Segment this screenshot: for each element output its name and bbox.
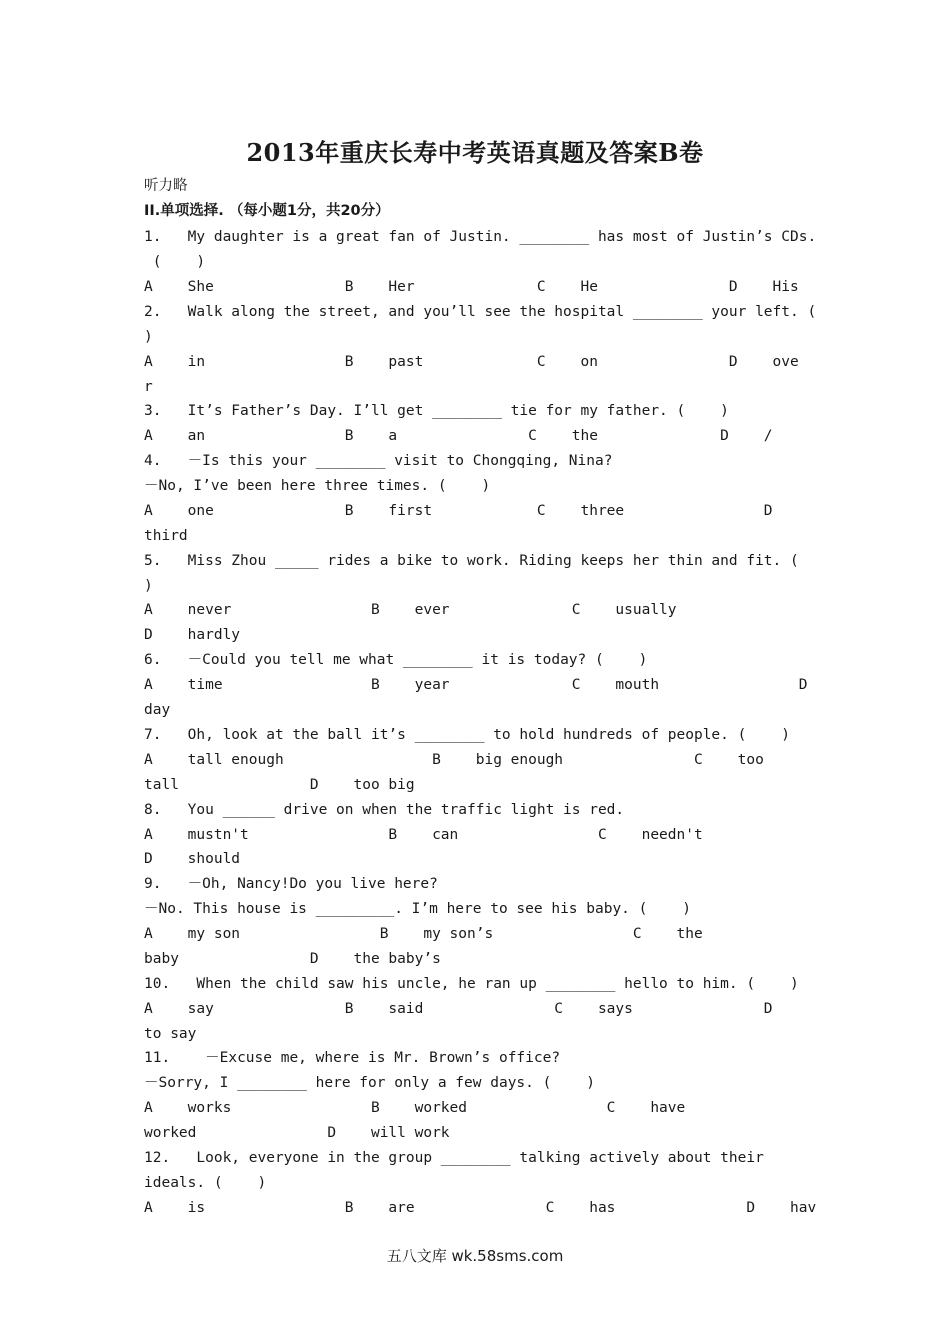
options-line: A in B past C on D ove [144,354,799,370]
options-line: A works B worked C have [144,1100,686,1116]
question-line: 8. You ______ drive on when the traffic light is red. [144,802,625,818]
options-line: A say B said C says D [144,1001,773,1017]
options-continuation: third [144,528,188,544]
question-line: －Sorry, I ________ here for only a few days. ( ) [144,1075,595,1091]
question-line: －No, I’ve been here three times. ( ) [144,478,491,494]
options-continuation: D hardly [144,627,241,643]
question-line: 2. Walk along the street, and you’ll see the hospital ________ your left. ( [144,304,817,320]
options-continuation: baby D the baby’s [144,951,441,967]
question-line: ideals. ( ) [144,1175,267,1191]
listening-note: 听力略 [144,178,188,194]
options-continuation: to say [144,1026,197,1042]
options-line: A tall enough B big enough C too [144,752,764,768]
question-line: 6. －Could you tell me what ________ it is today? ( ) [144,652,648,668]
question-line: 7. Oh, look at the ball it’s ________ to hold hundreds of people. ( ) [144,727,791,743]
section-heading: II.单项选择. （每小题1分，共20分） [144,203,390,219]
question-line: －No. This house is _________. I’m here to see his baby. ( ) [144,901,692,917]
options-continuation: worked D will work [144,1125,450,1141]
options-line: A She B Her C He D His [144,279,799,295]
options-line: A time B year C mouth D [144,677,808,693]
options-line: A never B ever C usually [144,602,677,618]
options-continuation: tall D too big [144,777,415,793]
answer-blank: ) [144,578,153,594]
question-line: 1. My daughter is a great fan of Justin. ________ has most of Justin’s CDs. [144,229,817,245]
options-line: A is B are C has D hav [144,1200,817,1216]
answer-blank: ) [144,329,153,345]
document-title: 2013年重庆长寿中考英语真题及答案B卷 [246,138,704,167]
options-line: A my son B my son’s C the [144,926,703,942]
answer-blank: ( ) [144,254,206,270]
options-continuation: day [144,702,171,718]
options-line: A one B first C three D [144,503,773,519]
options-continuation: r [144,379,153,395]
question-line: 3. It’s Father’s Day. I’ll get ________ tie for my father. ( ) [144,403,729,419]
question-line: 10. When the child saw his uncle, he ran up ________ hello to him. ( ) [144,976,799,992]
question-line: 5. Miss Zhou _____ rides a bike to work. Riding keeps her thin and fit. ( [144,553,799,569]
question-line: 9. －Oh, Nancy!Do you live here? [144,876,438,892]
footer-watermark: 五八文库 wk.58sms.com [386,1247,564,1265]
options-line: A mustn't B can C needn't [144,827,703,843]
question-line: 11. －Excuse me, where is Mr. Brown’s office? [144,1050,561,1066]
question-line: 4. －Is this your ________ visit to Chongqing, Nina? [144,453,613,469]
question-line: 12. Look, everyone in the group ________ talking actively about their [144,1150,764,1166]
options-line: A an B a C the D / [144,428,773,444]
options-continuation: D should [144,851,241,867]
